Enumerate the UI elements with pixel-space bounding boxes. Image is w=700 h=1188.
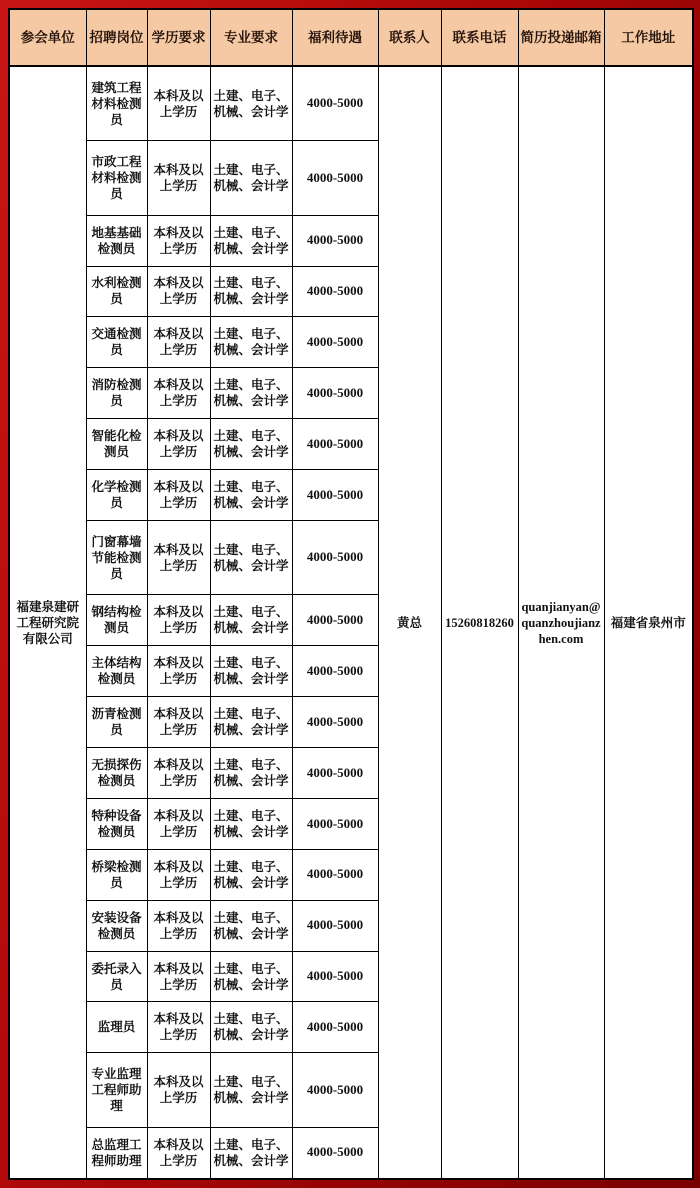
salary-cell: 4000-5000: [292, 595, 378, 646]
major-cell: 土建、电子、机械、会计学: [210, 470, 292, 521]
header-salary: 福利待遇: [292, 9, 378, 66]
table-header-row: [9, 9, 693, 66]
education-cell: 本科及以上学历: [147, 747, 210, 798]
position-cell: 交通检测员: [86, 317, 147, 368]
major-cell: 土建、电子、机械、会计学: [210, 141, 292, 215]
salary-cell: 4000-5000: [292, 419, 378, 470]
resume-email-cell: quanjianyan@quanzhoujianzhen.com: [518, 66, 604, 1179]
education-cell: 本科及以上学历: [147, 1053, 210, 1127]
education-cell: 本科及以上学历: [147, 900, 210, 951]
work-address-cell: 福建省泉州市: [604, 66, 693, 1179]
major-cell: 土建、电子、机械、会计学: [210, 798, 292, 849]
header-contact: 联系人: [378, 9, 441, 66]
major-cell: 土建、电子、机械、会计学: [210, 521, 292, 595]
salary-cell: 4000-5000: [292, 849, 378, 900]
education-cell: 本科及以上学历: [147, 798, 210, 849]
position-cell: 水利检测员: [86, 266, 147, 317]
major-cell: 土建、电子、机械、会计学: [210, 66, 292, 141]
education-cell: 本科及以上学历: [147, 66, 210, 141]
header-position: 招聘岗位: [86, 9, 147, 66]
major-cell: 土建、电子、机械、会计学: [210, 1127, 292, 1179]
salary-cell: 4000-5000: [292, 1002, 378, 1053]
position-cell: 建筑工程材料检测员: [86, 66, 147, 141]
major-cell: 土建、电子、机械、会计学: [210, 215, 292, 266]
salary-cell: 4000-5000: [292, 951, 378, 1002]
position-cell: 专业监理工程师助理: [86, 1053, 147, 1127]
education-cell: 本科及以上学历: [147, 368, 210, 419]
salary-cell: 4000-5000: [292, 521, 378, 595]
header-education: 学历要求: [147, 9, 210, 66]
position-cell: 智能化检测员: [86, 419, 147, 470]
salary-cell: 4000-5000: [292, 470, 378, 521]
salary-cell: 4000-5000: [292, 66, 378, 141]
salary-cell: 4000-5000: [292, 646, 378, 697]
header-email: 简历投递邮箱: [518, 9, 604, 66]
position-cell: 消防检测员: [86, 368, 147, 419]
position-cell: 市政工程材料检测员: [86, 141, 147, 215]
position-cell: 总监理工程师助理: [86, 1127, 147, 1179]
position-cell: 安装设备检测员: [86, 900, 147, 951]
recruitment-table: [8, 8, 694, 1180]
salary-cell: 4000-5000: [292, 900, 378, 951]
salary-cell: 4000-5000: [292, 317, 378, 368]
salary-cell: 4000-5000: [292, 141, 378, 215]
major-cell: 土建、电子、机械、会计学: [210, 1053, 292, 1127]
salary-cell: 4000-5000: [292, 747, 378, 798]
contact-person-cell: 黄总: [378, 66, 441, 1179]
salary-cell: 4000-5000: [292, 697, 378, 748]
header-major: 专业要求: [210, 9, 292, 66]
company-name-cell: 福建泉建研工程研究院有限公司: [9, 66, 86, 1179]
major-cell: 土建、电子、机械、会计学: [210, 1002, 292, 1053]
position-cell: 无损探伤检测员: [86, 747, 147, 798]
education-cell: 本科及以上学历: [147, 1002, 210, 1053]
table-body: [9, 66, 693, 1179]
education-cell: 本科及以上学历: [147, 215, 210, 266]
education-cell: 本科及以上学历: [147, 697, 210, 748]
position-cell: 化学检测员: [86, 470, 147, 521]
education-cell: 本科及以上学历: [147, 266, 210, 317]
major-cell: 土建、电子、机械、会计学: [210, 697, 292, 748]
position-cell: 监理员: [86, 1002, 147, 1053]
contact-phone-cell: 15260818260: [441, 66, 518, 1179]
education-cell: 本科及以上学历: [147, 521, 210, 595]
education-cell: 本科及以上学历: [147, 1127, 210, 1179]
education-cell: 本科及以上学历: [147, 419, 210, 470]
salary-cell: 4000-5000: [292, 798, 378, 849]
major-cell: 土建、电子、机械、会计学: [210, 368, 292, 419]
position-cell: 钢结构检测员: [86, 595, 147, 646]
major-cell: 土建、电子、机械、会计学: [210, 951, 292, 1002]
salary-cell: 4000-5000: [292, 1127, 378, 1179]
salary-cell: 4000-5000: [292, 215, 378, 266]
education-cell: 本科及以上学历: [147, 646, 210, 697]
salary-cell: 4000-5000: [292, 266, 378, 317]
major-cell: 土建、电子、机械、会计学: [210, 747, 292, 798]
major-cell: 土建、电子、机械、会计学: [210, 849, 292, 900]
major-cell: 土建、电子、机械、会计学: [210, 900, 292, 951]
education-cell: 本科及以上学历: [147, 317, 210, 368]
major-cell: 土建、电子、机械、会计学: [210, 419, 292, 470]
education-cell: 本科及以上学历: [147, 595, 210, 646]
header-company: 参会单位: [9, 9, 86, 66]
header-phone: 联系电话: [441, 9, 518, 66]
education-cell: 本科及以上学历: [147, 849, 210, 900]
job-row: [9, 66, 693, 141]
major-cell: 土建、电子、机械、会计学: [210, 646, 292, 697]
position-cell: 委托录入员: [86, 951, 147, 1002]
major-cell: 土建、电子、机械、会计学: [210, 266, 292, 317]
position-cell: 地基基础检测员: [86, 215, 147, 266]
position-cell: 桥梁检测员: [86, 849, 147, 900]
header-address: 工作地址: [604, 9, 693, 66]
salary-cell: 4000-5000: [292, 368, 378, 419]
major-cell: 土建、电子、机械、会计学: [210, 317, 292, 368]
position-cell: 特种设备检测员: [86, 798, 147, 849]
education-cell: 本科及以上学历: [147, 951, 210, 1002]
education-cell: 本科及以上学历: [147, 470, 210, 521]
salary-cell: 4000-5000: [292, 1053, 378, 1127]
position-cell: 主体结构检测员: [86, 646, 147, 697]
education-cell: 本科及以上学历: [147, 141, 210, 215]
position-cell: 门窗幕墙节能检测员: [86, 521, 147, 595]
major-cell: 土建、电子、机械、会计学: [210, 595, 292, 646]
position-cell: 沥青检测员: [86, 697, 147, 748]
